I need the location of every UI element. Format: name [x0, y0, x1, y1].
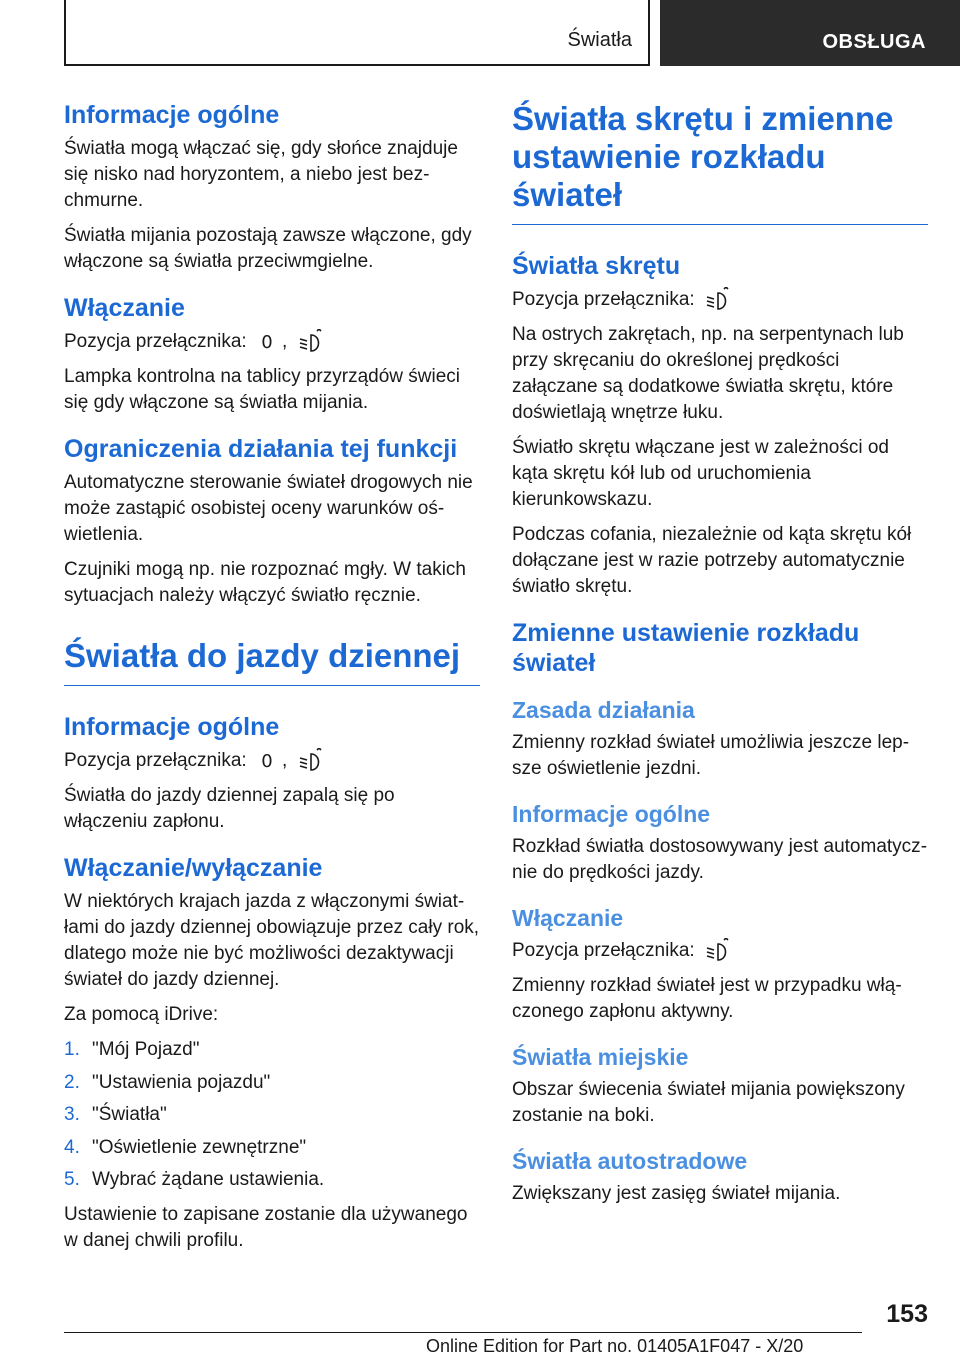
- header-section-title: Światła: [567, 29, 632, 51]
- idrive-steps-list: [64, 1037, 480, 1193]
- switch-position-label: Pozycja przełącznika:: [64, 750, 247, 772]
- low-beam-switch-icon: [297, 329, 327, 355]
- paragraph-daytime-info: Światła do jazdy dziennej zapalą się po włączeniu zapłonu.: [64, 785, 395, 833]
- switch-position-label: Pozycja przełącznika:: [512, 289, 695, 311]
- heading-daytime-lights: Światła do jazdy dziennej: [64, 637, 480, 686]
- low-beam-switch-icon: [297, 748, 327, 774]
- switch-position-line-2: [64, 748, 480, 774]
- svg-text:0: 0: [261, 751, 273, 773]
- paragraph-limits-1: Automatyczne sterowanie świateł drogowych nie może zastąpić osobistej oceny warunków oświetlenia.: [64, 472, 473, 546]
- list-item: 2. "Ustawienia pojazdu": [64, 1071, 271, 1093]
- switch-position-line-3: [512, 287, 928, 313]
- paragraph-general: Rozkład światła dostosowywany jest automatycznie do prędkości jazdy.: [512, 836, 928, 884]
- switch-position-line: [64, 329, 480, 355]
- paragraph-turn-2: Światło skrętu włączane jest w zależności od kąta skrętu kół lub od uruchomienia kierunkowskazu.: [512, 437, 890, 511]
- comma-separator: ,: [281, 331, 288, 353]
- paragraph-city: Obszar świecenia świateł mijania powiększony zostanie na boki.: [512, 1079, 905, 1127]
- list-item: 5. Wybrać żądane ustawienia.: [64, 1169, 325, 1191]
- auto-light-switch-icon: [256, 748, 278, 774]
- page-number: 153: [886, 1300, 928, 1328]
- paragraph-principle: Zmienny rozkład świateł umożliwia jeszcze lepsze oświetlenie jezdni.: [512, 732, 910, 780]
- auto-light-switch-icon: [256, 329, 278, 355]
- heading-switching-on: Włączanie: [64, 294, 185, 322]
- heading-general: Informacje ogólne: [512, 801, 711, 828]
- heading-variable-light-distribution: Zmienne ustawienie rozkładu świateł: [512, 619, 860, 678]
- heading-principle: Zasada działania: [512, 697, 695, 724]
- switch-position-line-4: [512, 938, 928, 964]
- left-column: [64, 100, 480, 1263]
- heading-city-lights: Światła miejskie: [512, 1044, 689, 1071]
- right-column: [512, 100, 928, 1216]
- heading-daytime-info: Informacje ogólne: [64, 713, 280, 742]
- paragraph-highway: Zwiększany jest zasięg świateł mijania.: [512, 1183, 841, 1205]
- paragraph-info-1: Światła mogą włączać się, gdy słońce znajduje się nisko nad horyzontem, a niebo jest bezchmurne.: [64, 138, 458, 211]
- paragraph-turn-3: Podczas cofania, niezależnie od kąta skrętu kół dołączane jest w razie potrzeby automatycznie światło skrętu.: [512, 524, 912, 598]
- footer-divider: [64, 1332, 862, 1333]
- heading-limitations: Ograniczenia działania tej funkcji: [64, 435, 458, 464]
- switch-position-label: Pozycja przełącznika:: [512, 940, 695, 962]
- paragraph-toggle-1: W niektórych krajach jazda z włączonymi światłami do jazdy dziennej obowiązuje przez cały rok, dlatego może nie być możliwości dezaktywacji świateł do jazdy dziennej.: [64, 891, 480, 991]
- switch-position-label: Pozycja przełącznika:: [64, 331, 247, 353]
- paragraph-turn-1: Na ostrych zakrętach, np. na serpentynach lub przy skręcaniu do określonej prędkości załączane są dodatkowe światła skrętu, które doświetlają wnętrze łuku.: [512, 324, 904, 424]
- heading-highway-lights: Światła autostradowe: [512, 1148, 748, 1175]
- list-item: 1. "Mój Pojazd": [64, 1039, 200, 1061]
- list-item: 3. "Światła": [64, 1104, 167, 1126]
- comma-separator: ,: [281, 750, 288, 772]
- header-chapter-title: OBSŁUGA: [822, 31, 926, 53]
- heading-turn-and-variable-lights: Światła skrętu i zmienne ustawienie rozkładu świateł: [512, 100, 928, 225]
- heading-toggle: Włączanie/wyłączanie: [64, 854, 323, 883]
- heading-on-right: Włączanie: [512, 905, 624, 932]
- heading-general-info: Informacje ogólne: [64, 101, 280, 129]
- paragraph-toggle-3: Ustawienie to zapisane zostanie dla używanego w danej chwili profilu.: [64, 1204, 468, 1252]
- low-beam-switch-icon: [704, 938, 734, 964]
- paragraph-on: Lampka kontrolna na tablicy przyrządów świeci się gdy włączone są światła mijania.: [64, 366, 461, 414]
- paragraph-on-right: Zmienny rozkład świateł jest w przypadku włączonego zapłonu aktywny.: [512, 975, 902, 1023]
- list-item: 4. "Oświetlenie zewnętrzne": [64, 1136, 307, 1158]
- paragraph-info-2: Światła mijania pozostają zawsze włączone, gdy włączone są światła przeciwmgielne.: [64, 225, 472, 272]
- low-beam-switch-icon: [704, 287, 734, 313]
- svg-text:0: 0: [261, 332, 273, 353]
- paragraph-limits-2: Czujniki mogą np. nie rozpoznać mgły. W takich sytuacjach należy włączyć światło ręcznie.: [64, 559, 466, 607]
- header-section-box: [64, 0, 650, 66]
- header-chapter-tab: [660, 0, 960, 66]
- paragraph-toggle-2: Za pomocą iDrive:: [64, 1004, 219, 1026]
- heading-turn-lights: Światła skrętu: [512, 252, 681, 280]
- footer-edition-text: Online Edition for Part no. 01405A1F047 - X/20: [426, 1336, 804, 1356]
